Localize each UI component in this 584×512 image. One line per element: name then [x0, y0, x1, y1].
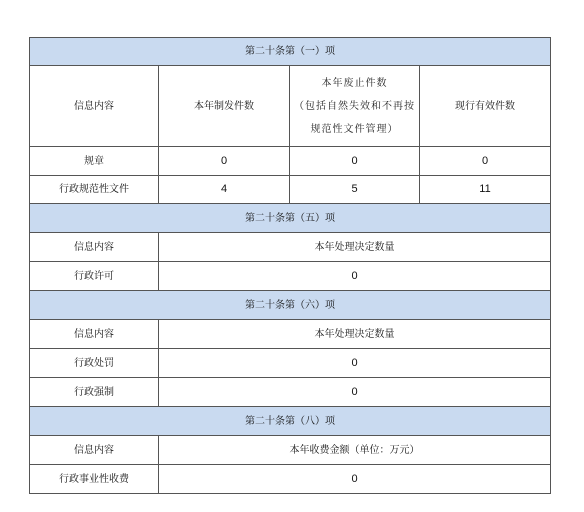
row-label: 行政强制 [30, 378, 159, 407]
column-header-decisions: 本年处理决定数量 [159, 320, 551, 349]
column-header-row [30, 233, 551, 262]
column-header-abolished-line2: （包括自然失效和不再按 [294, 100, 415, 112]
cell-value: 11 [420, 176, 551, 204]
column-header-info: 信息内容 [30, 233, 159, 262]
column-header-row [30, 320, 551, 349]
column-header-abolished-line1: 本年废止件数 [321, 77, 388, 89]
column-header-row [30, 66, 551, 147]
column-header-abolished-line3: 规范性文件管理） [310, 123, 399, 135]
column-header-abolished [290, 66, 420, 147]
cell-value: 4 [159, 176, 290, 204]
row-label: 行政规范性文件 [30, 176, 159, 204]
column-header-fee-amount: 本年收费金额（单位：万元） [159, 436, 551, 465]
table-row [30, 378, 551, 407]
section-header-row [30, 407, 551, 436]
cell-value: 5 [290, 176, 420, 204]
table-row [30, 262, 551, 291]
section-title: 第二十条第（八）项 [30, 407, 551, 436]
row-label: 行政许可 [30, 262, 159, 291]
cell-value: 0 [290, 147, 420, 176]
row-label: 规章 [30, 147, 159, 176]
table-row [30, 465, 551, 494]
cell-value: 0 [420, 147, 551, 176]
section-title: 第二十条第（五）项 [30, 204, 551, 233]
column-header-decisions: 本年处理决定数量 [159, 233, 551, 262]
section-header-row [30, 38, 551, 66]
table-row [30, 147, 551, 176]
disclosure-table [29, 37, 551, 494]
row-label: 行政事业性收费 [30, 465, 159, 494]
column-header-issued: 本年制发件数 [159, 66, 290, 147]
table-row [30, 349, 551, 378]
section-header-row [30, 291, 551, 320]
table-row [30, 176, 551, 204]
row-label: 行政处罚 [30, 349, 159, 378]
cell-value: 0 [159, 147, 290, 176]
section-title: 第二十条第（六）项 [30, 291, 551, 320]
column-header-info: 信息内容 [30, 436, 159, 465]
section-title: 第二十条第（一）项 [30, 38, 551, 66]
cell-value: 0 [159, 262, 551, 291]
cell-value: 0 [159, 465, 551, 494]
cell-value: 0 [159, 349, 551, 378]
column-header-in-force: 现行有效件数 [420, 66, 551, 147]
column-header-info: 信息内容 [30, 66, 159, 147]
column-header-info: 信息内容 [30, 320, 159, 349]
section-header-row [30, 204, 551, 233]
column-header-row [30, 436, 551, 465]
cell-value: 0 [159, 378, 551, 407]
